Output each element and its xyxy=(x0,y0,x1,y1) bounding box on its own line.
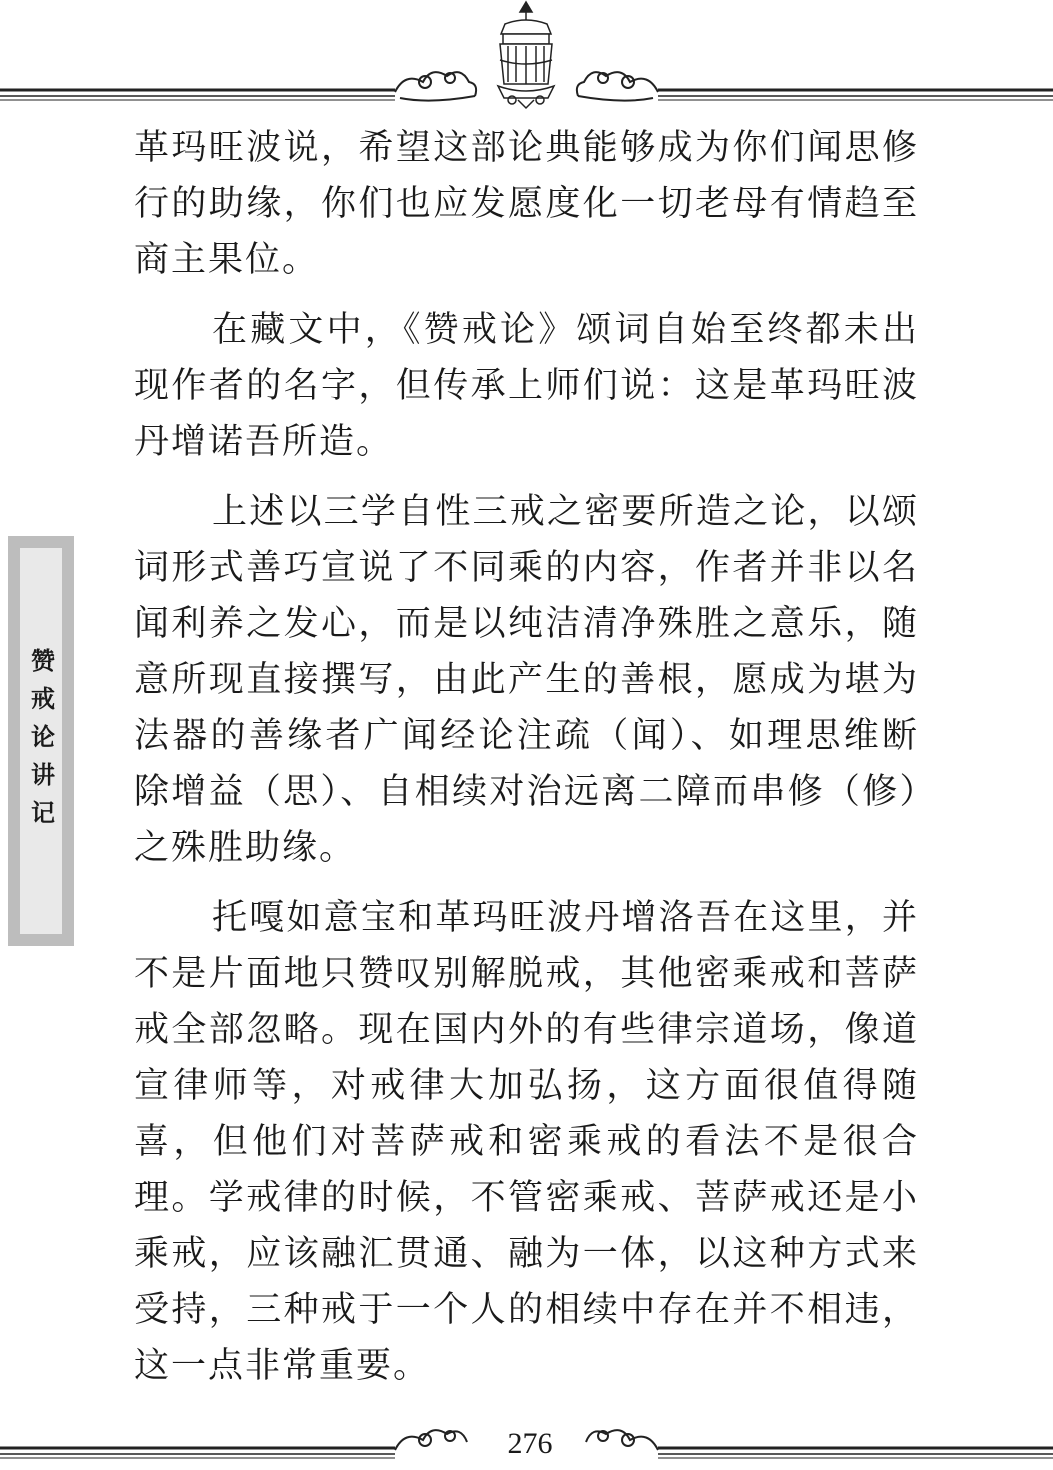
paragraph: 上述以三学自性三戒之密要所造之论，以颂词形式善巧宣说了不同乘的内容，作者并非以名闻利养之发心，而是以纯洁清净殊胜之意乐，随意所现直接撰写，由此产生的善根，愿成为堪为法器的善缘者广闻经论注疏（闻）、如理思维断除增益（思）、自相续对治远离二障而串修（修）之殊胜助缘。 xyxy=(134,492,919,868)
body-text xyxy=(134,120,919,1408)
paragraph: 革玛旺波说，希望这部论典能够成为你们闻思修行的助缘，你们也应发愿度化一切老母有情趋至商主果位。 xyxy=(134,128,919,280)
cloud-ornament-right xyxy=(577,72,658,100)
side-tab-inner xyxy=(20,548,62,934)
side-tab xyxy=(8,536,74,946)
header-ornament xyxy=(0,0,1053,115)
victory-banner-icon xyxy=(498,2,554,108)
paragraph: 在藏文中，《赞戒论》颂词自始至终都未出现作者的名字，但传承上师们说：这是革玛旺波丹增诺吾所造。 xyxy=(134,310,919,462)
cloud-ornament-left xyxy=(395,72,476,100)
paragraph: 托嘎如意宝和革玛旺波丹增洛吾在这里，并不是片面地只赞叹别解脱戒，其他密乘戒和菩萨戒全部忽略。现在国内外的有些律宗道场，像道宣律师等，对戒律大加弘扬，这方面很值得随喜，但他们对菩萨戒和密乘戒的看法不是很合理。学戒律的时候，不管密乘戒、菩萨戒还是小乘戒，应该融汇贯通、融为一体，以这种方式来受持，三种戒于一个人的相续中存在并不相违，这一点非常重要。 xyxy=(134,898,919,1386)
cloud-ornament-footer-left xyxy=(395,1430,467,1450)
side-tab-title: 赞戒论讲记 xyxy=(26,648,56,838)
cloud-ornament-footer-right xyxy=(586,1430,658,1450)
page-number: 276 xyxy=(507,1427,553,1460)
